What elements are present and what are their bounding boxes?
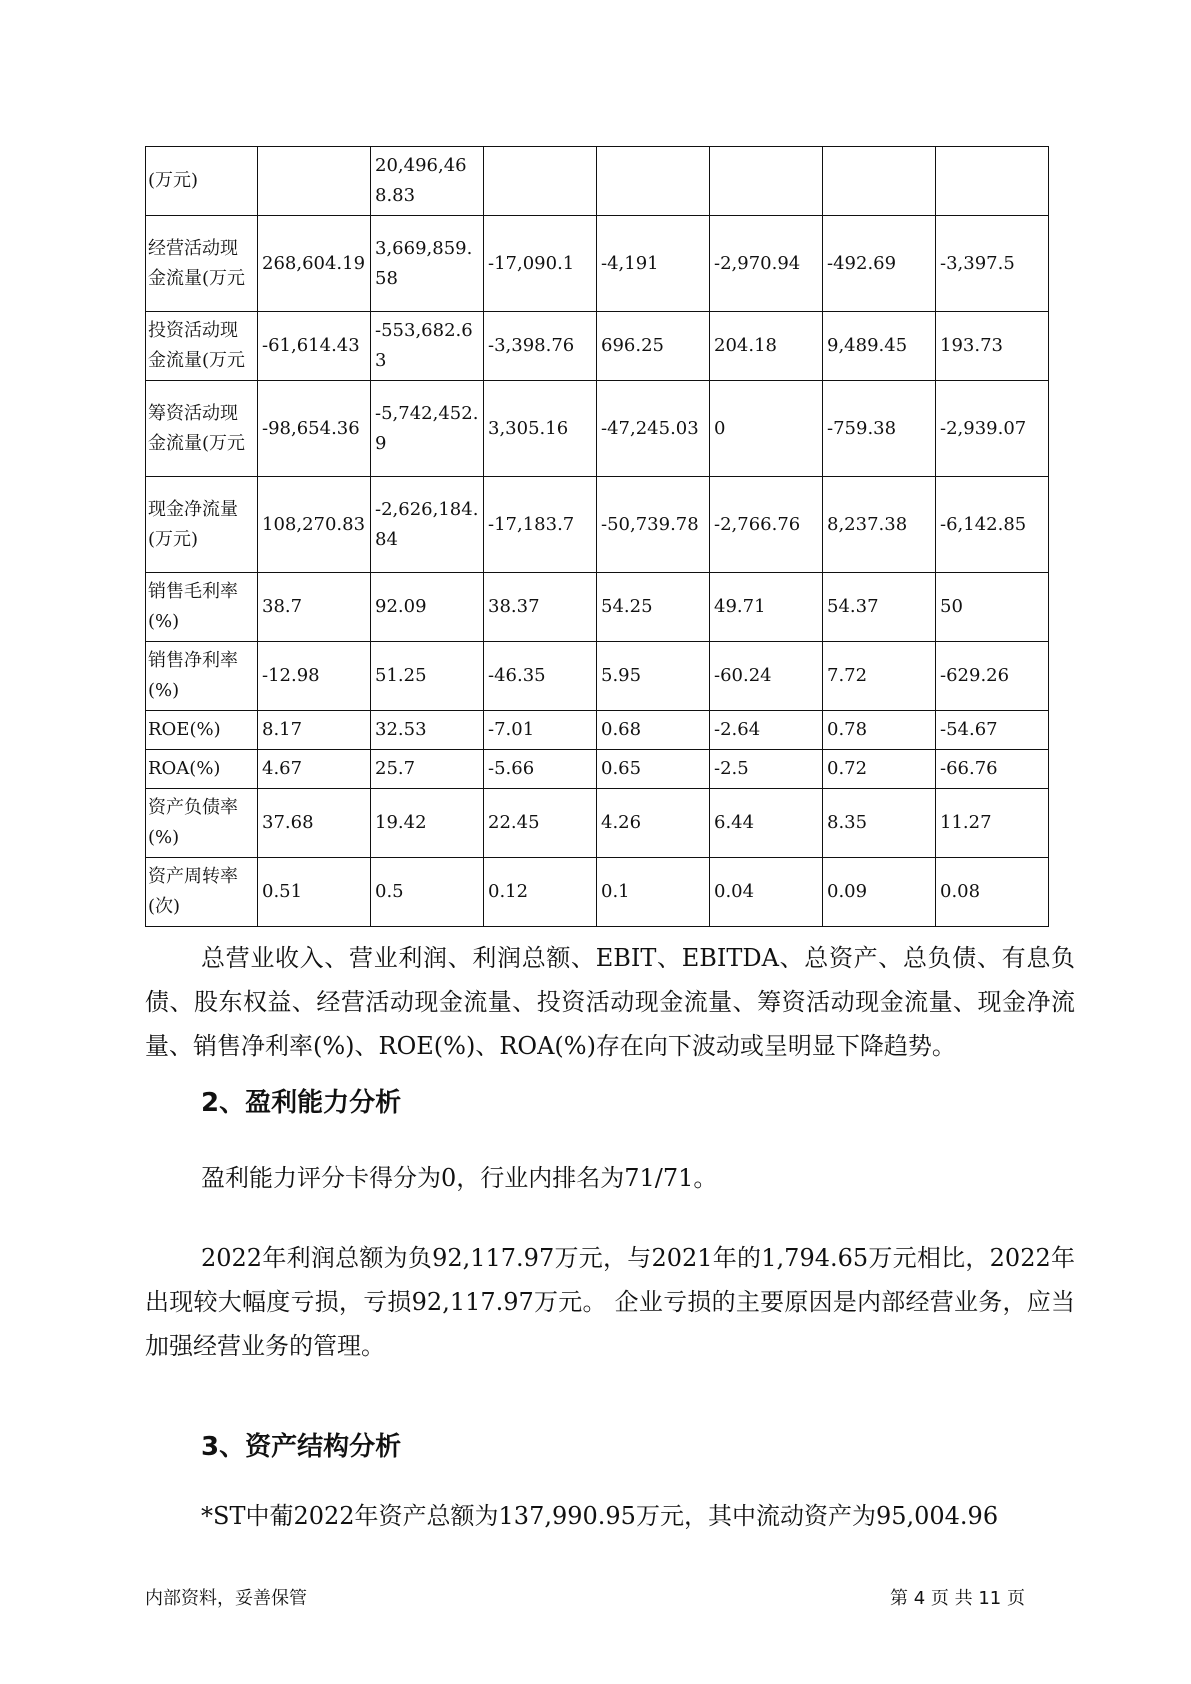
table-cell: -17,183.7	[484, 477, 597, 573]
table-cell: 193.73	[936, 312, 1049, 381]
table-cell: 0.68	[597, 711, 710, 750]
table-cell: 32.53	[371, 711, 484, 750]
table-cell: 49.71	[710, 573, 823, 642]
row-label: 销售毛利率(%)	[146, 573, 258, 642]
table-row	[146, 642, 1049, 711]
table-cell: 0	[710, 381, 823, 477]
table-row	[146, 477, 1049, 573]
row-label: 筹资活动现金流量(万元	[146, 381, 258, 477]
table-row	[146, 381, 1049, 477]
table-cell: -66.76	[936, 750, 1049, 789]
table-cell: -61,614.43	[258, 312, 371, 381]
row-label: 现金净流量(万元)	[146, 477, 258, 573]
table-cell: 0.51	[258, 858, 371, 927]
table-row	[146, 750, 1049, 789]
table-cell: 0.08	[936, 858, 1049, 927]
table-cell: 38.7	[258, 573, 371, 642]
table-cell: 3,305.16	[484, 381, 597, 477]
table-cell: -3,397.5	[936, 216, 1049, 312]
table-cell: -5.66	[484, 750, 597, 789]
table-cell: 38.37	[484, 573, 597, 642]
table-cell: 9,489.45	[823, 312, 936, 381]
table-cell	[936, 147, 1049, 216]
table-row	[146, 711, 1049, 750]
table-cell: 5.95	[597, 642, 710, 711]
table-cell: 7.72	[823, 642, 936, 711]
table-row	[146, 573, 1049, 642]
table-cell: 0.04	[710, 858, 823, 927]
table-cell: -2.64	[710, 711, 823, 750]
table-cell: 268,604.19	[258, 216, 371, 312]
table-cell: 25.7	[371, 750, 484, 789]
section-heading-profitability: 2、盈利能力分析	[201, 1088, 402, 1118]
row-label: 销售净利率(%)	[146, 642, 258, 711]
table-cell: 8.35	[823, 789, 936, 858]
table-cell: -2,626,184.84	[371, 477, 484, 573]
table-cell: 0.78	[823, 711, 936, 750]
table-cell: 0.72	[823, 750, 936, 789]
row-label: ROE(%)	[146, 711, 258, 750]
table-cell: 108,270.83	[258, 477, 371, 573]
table-cell	[258, 147, 371, 216]
table-cell: -3,398.76	[484, 312, 597, 381]
section-heading-asset-structure: 3、资产结构分析	[201, 1432, 402, 1462]
table-cell: -54.67	[936, 711, 1049, 750]
table-cell: 19.42	[371, 789, 484, 858]
table-row	[146, 216, 1049, 312]
table-cell: 6.44	[710, 789, 823, 858]
table-row	[146, 147, 1049, 216]
table-cell: 0.5	[371, 858, 484, 927]
table-cell: -12.98	[258, 642, 371, 711]
table-cell: -2,970.94	[710, 216, 823, 312]
table-cell: 11.27	[936, 789, 1049, 858]
profit-paragraph: 2022年利润总额为负92,117.97万元，与2021年的1,794.65万元相比，2022年出现较大幅度亏损，亏损92,117.97万元。 企业亏损的主要原因是内部经营业务，应当加强经营业务的管理。	[145, 1244, 1075, 1360]
trend-paragraph: 总营业收入、营业利润、利润总额、EBIT、EBITDA、总资产、总负债、有息负债、股东权益、经营活动现金流量、投资活动现金流量、筹资活动现金流量、现金净流量、销售净利率(%)、ROE(%)、ROA(%)存在向下波动或呈明显下降趋势。	[145, 944, 1075, 1060]
table-cell: 204.18	[710, 312, 823, 381]
table-cell	[823, 147, 936, 216]
table-cell: 54.37	[823, 573, 936, 642]
table-cell	[710, 147, 823, 216]
table-cell	[484, 147, 597, 216]
table-cell: 92.09	[371, 573, 484, 642]
row-label: 资产周转率(次)	[146, 858, 258, 927]
table-cell: -50,739.78	[597, 477, 710, 573]
financial-indicators-table	[145, 146, 1049, 927]
table-cell: 4.67	[258, 750, 371, 789]
table-cell: 0.09	[823, 858, 936, 927]
table-cell: 4.26	[597, 789, 710, 858]
table-cell: -2,939.07	[936, 381, 1049, 477]
table-cell: 22.45	[484, 789, 597, 858]
table-cell: -553,682.63	[371, 312, 484, 381]
table-cell: 0.1	[597, 858, 710, 927]
table-cell: -759.38	[823, 381, 936, 477]
table-cell: -98,654.36	[258, 381, 371, 477]
table-cell: -5,742,452.9	[371, 381, 484, 477]
table-cell: -60.24	[710, 642, 823, 711]
table-cell: -46.35	[484, 642, 597, 711]
footer-page-number: 第 4 页 共 11 页	[890, 1588, 1025, 1609]
table-cell: -2,766.76	[710, 477, 823, 573]
footer-confidential-note: 内部资料，妥善保管	[145, 1588, 307, 1609]
table-row	[146, 789, 1049, 858]
table-cell: 696.25	[597, 312, 710, 381]
table-cell: -2.5	[710, 750, 823, 789]
table-cell: -492.69	[823, 216, 936, 312]
table-cell: 54.25	[597, 573, 710, 642]
table-cell: -7.01	[484, 711, 597, 750]
table-row	[146, 858, 1049, 927]
financial-table-container	[145, 146, 1049, 927]
row-label: (万元)	[146, 147, 258, 216]
row-label: ROA(%)	[146, 750, 258, 789]
table-cell: -47,245.03	[597, 381, 710, 477]
assets-paragraph: *ST中葡2022年资产总额为137,990.95万元，其中流动资产为95,004.96	[201, 1502, 999, 1530]
table-cell: 37.68	[258, 789, 371, 858]
row-label: 资产负债率(%)	[146, 789, 258, 858]
table-cell: 50	[936, 573, 1049, 642]
table-cell: 8,237.38	[823, 477, 936, 573]
table-cell: -6,142.85	[936, 477, 1049, 573]
row-label: 投资活动现金流量(万元	[146, 312, 258, 381]
table-cell: 0.65	[597, 750, 710, 789]
table-cell: -4,191	[597, 216, 710, 312]
table-cell	[597, 147, 710, 216]
table-cell: 51.25	[371, 642, 484, 711]
table-row	[146, 312, 1049, 381]
score-paragraph: 盈利能力评分卡得分为0，行业内排名为71/71。	[201, 1164, 718, 1192]
table-cell: 0.12	[484, 858, 597, 927]
table-cell: 20,496,468.83	[371, 147, 484, 216]
table-cell: -629.26	[936, 642, 1049, 711]
table-cell: -17,090.1	[484, 216, 597, 312]
row-label: 经营活动现金流量(万元	[146, 216, 258, 312]
table-cell: 8.17	[258, 711, 371, 750]
table-cell: 3,669,859.58	[371, 216, 484, 312]
